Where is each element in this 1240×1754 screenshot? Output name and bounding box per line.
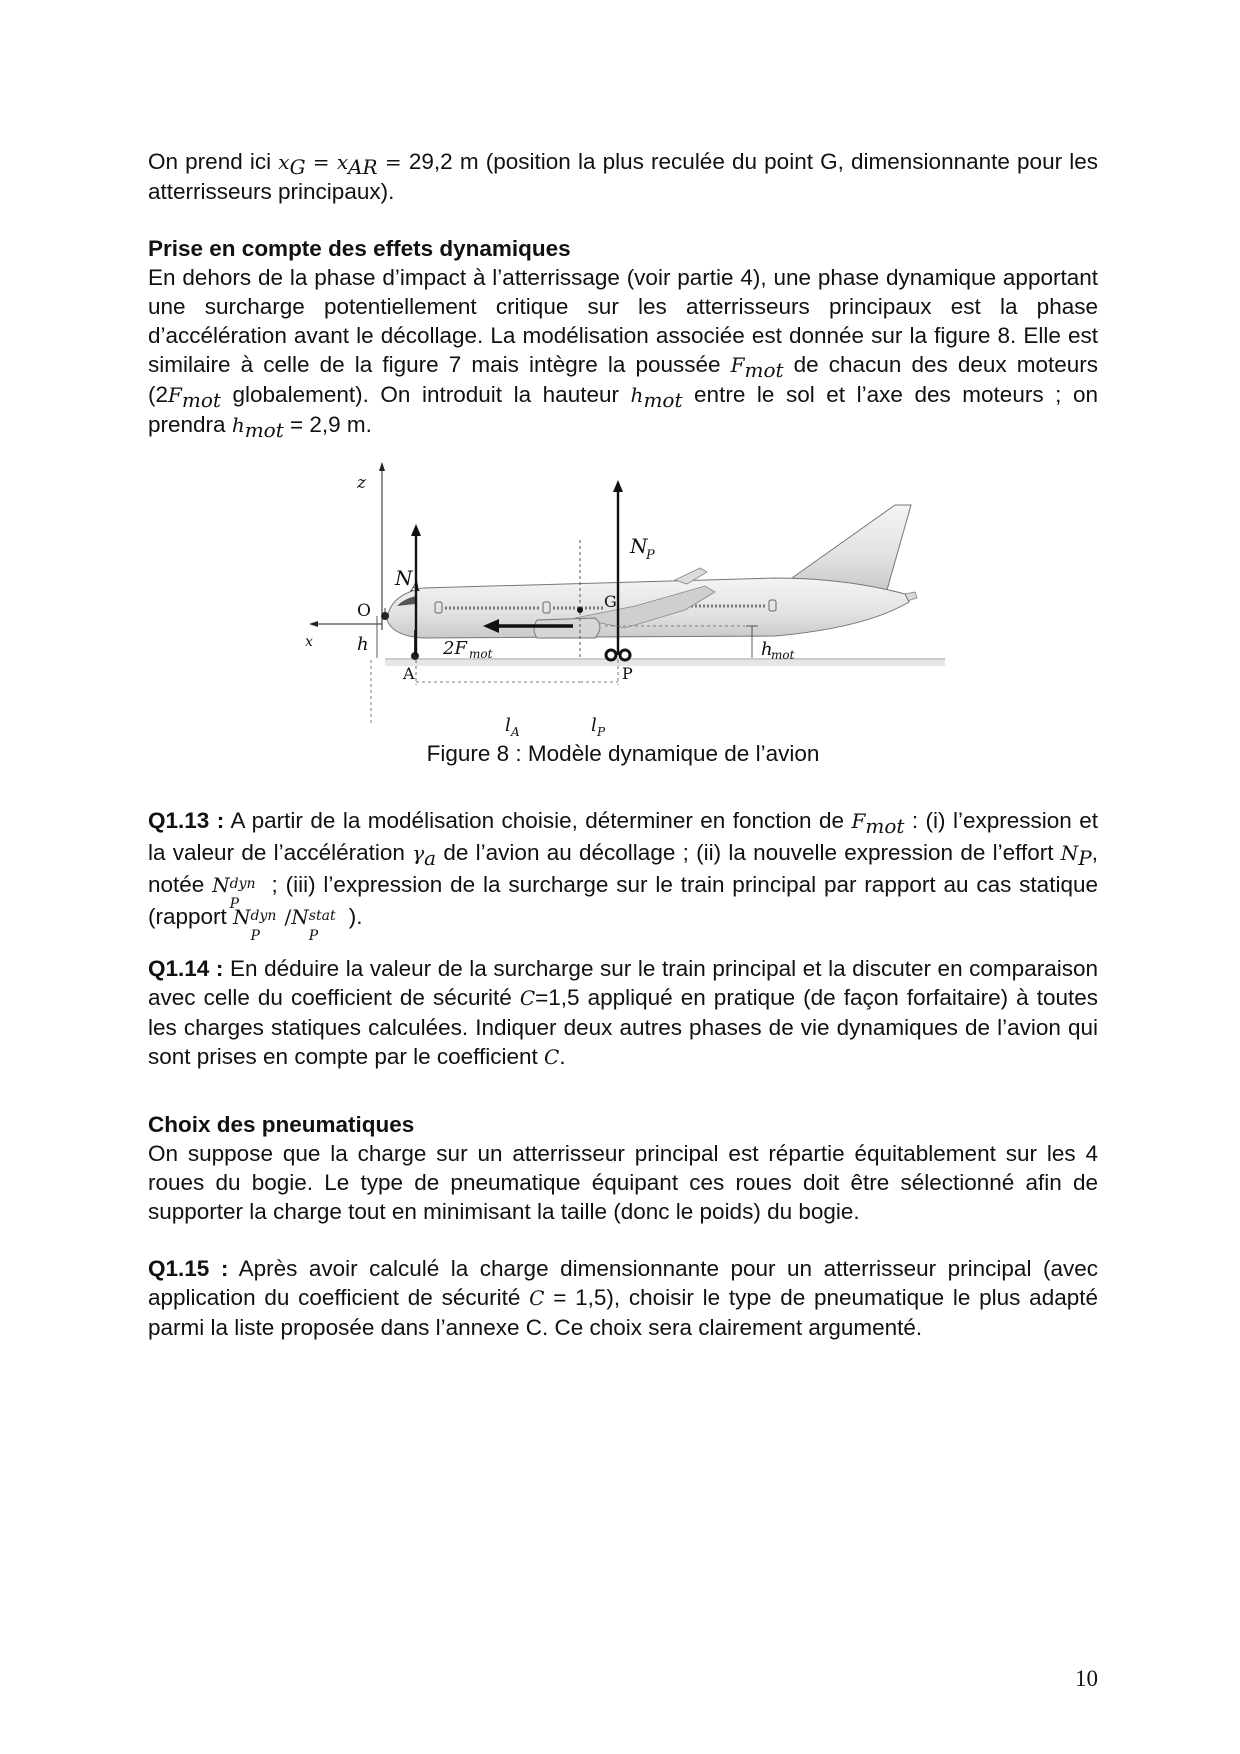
q113-text-2: : (i) l’expression et la valeur de l’accélération [148, 808, 1098, 865]
main-gear-wheel-1 [606, 650, 616, 660]
label-np: N [630, 534, 648, 558]
math-ratio-num-sup: dyn [250, 908, 277, 924]
math-ratio-num: N [233, 905, 251, 929]
page-number: 10 [1075, 1666, 1098, 1691]
point-o-marker [381, 612, 389, 620]
math-h-mot-2-sub: mot [244, 418, 284, 442]
figure-8-svg [305, 460, 945, 760]
math-c: C [519, 986, 536, 1010]
section-tires [148, 1110, 1098, 1226]
math-ratio-num-sub: P [250, 928, 260, 944]
q114-text-1: En déduire la valeur de la surcharge sur le train principal et la discuter en comparaison avec celle du coefficient de sécurité [148, 956, 1098, 1010]
label-lp: l [591, 715, 597, 736]
math-f-mot-sub: mot [744, 358, 784, 382]
engine-nacelle [534, 618, 600, 638]
math-x-g-sub: G [289, 155, 306, 179]
math-np-dyn-sup: dyn [229, 876, 256, 892]
math-ratio-num-scripts [250, 908, 285, 944]
force-np-arrowhead-icon [613, 480, 623, 492]
math-eq-1: = [305, 150, 337, 174]
label-x: x [305, 634, 313, 650]
q114-text-2: =1,5 appliqué en pratique (de façon forfaitaire) à toutes les charges statiques calculées. Indiquer deux autres phases de vie dynamiques de l’avion qui sont prises en compte par le coefficient [148, 985, 1098, 1069]
math-ratio-den: N [291, 905, 309, 929]
q113-text-1: A partir de la modélisation choisie, déterminer en fonction de [224, 808, 852, 833]
section1-text-5: = 2,9 m. [283, 412, 372, 437]
q114-text-3: . [559, 1044, 566, 1069]
intro-paragraph [148, 147, 1098, 206]
question-q114 [148, 954, 1098, 1072]
math-ratio-den-scripts [308, 908, 349, 944]
math-ratio-den-sub: P [308, 928, 319, 944]
math-x-ar: x [336, 150, 349, 174]
q113-text-4: , notée [148, 840, 1098, 897]
label-g: G [604, 592, 617, 611]
section1-text-4: entre le sol et l’axe des moteurs ; on prendra [148, 382, 1098, 437]
label-hmot: h [761, 639, 773, 660]
q113-text-6: ). [348, 904, 363, 929]
label-np-sub: P [646, 548, 655, 563]
math-f-mot-2-sub: mot [181, 388, 221, 412]
tail-fin [775, 505, 911, 590]
label-2fmot: 2F [443, 638, 467, 659]
math-ratio-slash: / [284, 905, 292, 929]
label-z: z [357, 473, 366, 493]
label-2fmot-sub: mot [469, 647, 493, 661]
q113-label: Q1.13 : [148, 808, 225, 833]
math-np: N [1060, 841, 1079, 865]
math-c-q115: C [529, 1286, 545, 1310]
label-la: l [505, 715, 511, 736]
math-np-sub: P [1078, 846, 1092, 870]
section1-text-2: de chacun des deux moteurs (2 [148, 352, 1098, 407]
force-na-arrowhead-icon [411, 524, 421, 536]
math-h-mot-sub: mot [643, 388, 683, 412]
math-np-dyn-sub: P [229, 896, 240, 912]
math-gamma-sub: a [424, 846, 437, 870]
math-h-mot-2: h [231, 413, 245, 437]
label-p: P [622, 664, 633, 683]
math-f-mot: F [730, 353, 745, 377]
main-gear-wheel-2 [620, 650, 630, 660]
math-c-2: C [544, 1045, 560, 1069]
math-gamma: γ [412, 841, 425, 865]
math-f-mot-q113: F [851, 809, 866, 833]
intro-text-2: 29,2 m (position la plus reculée du point G, dimensionnante pour les atterrisseurs principaux). [148, 149, 1098, 204]
label-na: N [395, 566, 413, 590]
label-hmot-sub: mot [771, 648, 795, 662]
math-eq-2: = [377, 150, 409, 174]
section1-text-3: globalement). On introduit la hauteur [220, 382, 631, 407]
math-f-mot-2: F [168, 383, 182, 407]
math-x-g: x [278, 150, 290, 174]
math-x-ar-sub: AR [348, 155, 378, 179]
section-title-dynamic: Prise en compte des effets dynamiques [148, 236, 571, 261]
figure-caption: Figure 8 : Modèle dynamique de l’avion [426, 741, 820, 766]
question-q115 [148, 1254, 1098, 1342]
math-h-mot: h [630, 383, 644, 407]
q115-text-2: = 1,5), choisir le type de pneumatique le plus adapté parmi la liste proposée dans l’annexe C. Ce choix sera clairement argumenté. [148, 1285, 1098, 1340]
label-na-sub: A [411, 580, 421, 595]
section-title-tires: Choix des pneumatiques [148, 1112, 415, 1137]
section2-text: On suppose que la charge sur un atterrisseur principal est répartie équitablement sur les 4 roues du bogie. Le type de pneumatique équipant ces roues doit être sélectionné afin de supporter la charge tout en minimisant la taille (donc le poids) du bogie. [148, 1141, 1098, 1224]
label-a: A [403, 664, 415, 683]
q115-label: Q1.15 : [148, 1256, 229, 1281]
section1-text-1: En dehors de la phase d’impact à l’atterrissage (voir partie 4), une phase dynamique apportant une surcharge potentiellement critique sur les atterrisseurs principaux est la phase d’accélération avant le décollage. La modélisation associée est donnée sur la figure 8. Elle est similaire à celle de la figure 7 mais intègre la poussée [148, 265, 1098, 377]
q113-text-3: de l’avion au décollage ; (ii) la nouvelle expression de l’effort [436, 840, 1061, 865]
q114-label: Q1.14 : [148, 956, 224, 981]
math-np-dyn: N [212, 873, 230, 897]
intro-text-1: On prend ici [148, 149, 279, 174]
q113-text-5: ; (iii) l’expression de la surcharge sur le train principal par rapport au cas statique (rapport [148, 872, 1098, 929]
figure-8-diagram [305, 460, 945, 760]
point-g-marker [577, 607, 583, 613]
math-f-mot-q113-sub: mot [865, 814, 905, 838]
label-la-sub: A [511, 725, 520, 739]
x-axis-arrow-icon [309, 621, 318, 627]
q115-text-1: Après avoir calculé la charge dimensionnante pour un atterrisseur principal (avec application du coefficient de sécurité [148, 1256, 1098, 1310]
question-q113 [148, 805, 1098, 944]
section-dynamic-effects [148, 234, 1098, 440]
label-o: O [357, 601, 371, 621]
math-ratio-den-sup: stat [308, 908, 336, 924]
math-np-dyn-scripts [229, 876, 264, 912]
label-h: h [357, 634, 369, 655]
label-lp-sub: P [597, 725, 606, 739]
z-axis-arrow-icon [379, 462, 385, 471]
